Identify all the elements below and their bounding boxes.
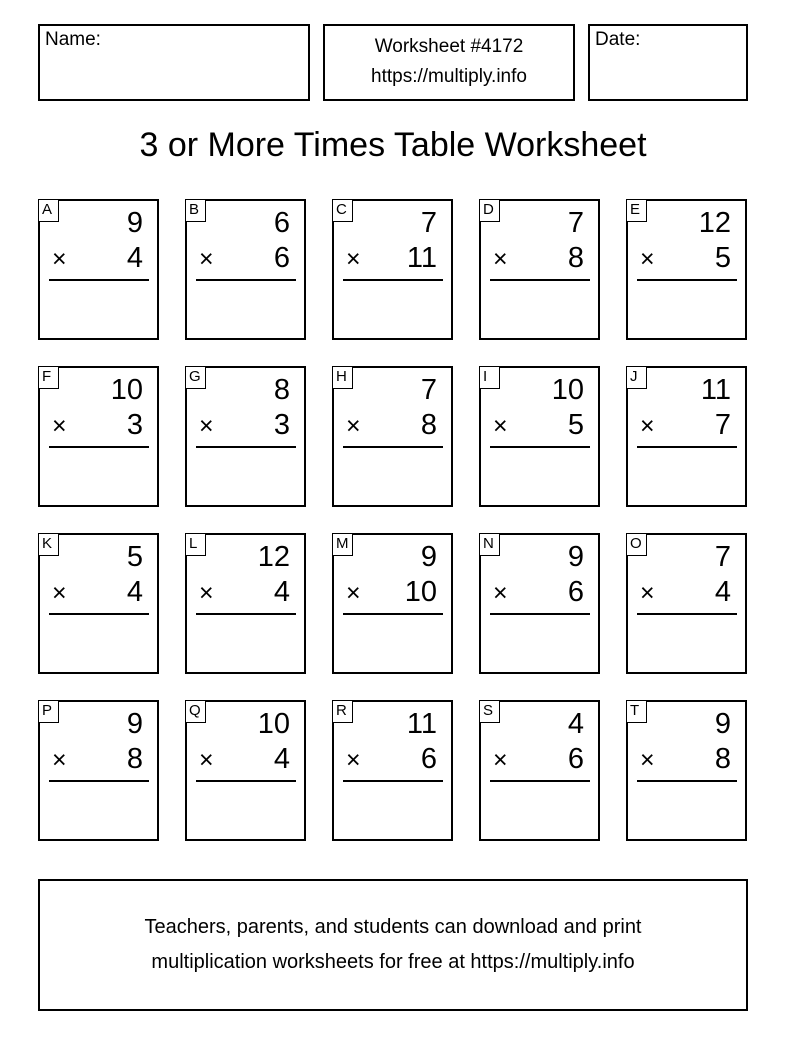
problem-letter: N: [479, 533, 500, 556]
multiplier: 4: [273, 576, 290, 608]
times-symbol: ×: [199, 746, 214, 774]
times-symbol: ×: [52, 746, 67, 774]
problem-card[interactable]: [626, 366, 747, 507]
multiplier: 4: [126, 576, 143, 608]
times-symbol: ×: [640, 579, 655, 607]
times-symbol: ×: [52, 245, 67, 273]
multiplicand: 12: [698, 207, 731, 239]
problem-card[interactable]: [479, 199, 600, 340]
times-symbol: ×: [346, 579, 361, 607]
answer-line: [343, 279, 443, 281]
answer-line: [343, 780, 443, 782]
problem-card[interactable]: [185, 366, 306, 507]
problem-letter: B: [185, 199, 206, 222]
multiplier: 5: [714, 242, 731, 274]
multiplier: 7: [714, 409, 731, 441]
answer-line: [490, 613, 590, 615]
times-symbol: ×: [640, 245, 655, 273]
page-title: 3 or More Times Table Worksheet: [139, 126, 647, 164]
multiplier: 6: [567, 576, 584, 608]
multiplier: 8: [420, 409, 437, 441]
problem-card[interactable]: [38, 199, 159, 340]
times-symbol: ×: [346, 412, 361, 440]
problem-letter: T: [626, 700, 647, 723]
answer-line: [490, 279, 590, 281]
footer-box: [38, 879, 748, 1011]
answer-line: [49, 613, 149, 615]
problem-letter: G: [185, 366, 206, 389]
multiplicand: 11: [406, 708, 437, 740]
problem-letter: C: [332, 199, 353, 222]
multiplier: 5: [567, 409, 584, 441]
multiplier: 8: [714, 743, 731, 775]
times-symbol: ×: [640, 746, 655, 774]
problem-letter: I: [479, 366, 500, 389]
multiplicand: 7: [420, 207, 437, 239]
answer-line: [490, 446, 590, 448]
answer-line: [343, 613, 443, 615]
multiplicand: 12: [257, 541, 290, 573]
times-symbol: ×: [52, 412, 67, 440]
problem-card[interactable]: [626, 700, 747, 841]
multiplier: 8: [567, 242, 584, 274]
problem-card[interactable]: [479, 700, 600, 841]
answer-line: [196, 780, 296, 782]
multiplier: 4: [126, 242, 143, 274]
answer-line: [637, 446, 737, 448]
answer-line: [49, 279, 149, 281]
answer-line: [637, 780, 737, 782]
multiplicand: 4: [567, 708, 584, 740]
times-symbol: ×: [199, 412, 214, 440]
answer-line: [196, 613, 296, 615]
problem-card[interactable]: [185, 700, 306, 841]
times-symbol: ×: [199, 245, 214, 273]
times-symbol: ×: [52, 579, 67, 607]
multiplicand: 7: [714, 541, 731, 573]
problem-card[interactable]: [626, 199, 747, 340]
times-symbol: ×: [640, 412, 655, 440]
answer-line: [49, 446, 149, 448]
answer-line: [490, 780, 590, 782]
date-label: Date:: [595, 29, 641, 50]
multiplicand: 9: [567, 541, 584, 573]
times-symbol: ×: [346, 245, 361, 273]
problem-card[interactable]: [479, 533, 600, 674]
problem-letter: P: [38, 700, 59, 723]
problem-card[interactable]: [38, 366, 159, 507]
multiplier: 4: [273, 743, 290, 775]
problem-letter: J: [626, 366, 647, 389]
multiplier: 4: [714, 576, 731, 608]
problem-letter: Q: [185, 700, 206, 723]
multiplier: 8: [126, 743, 143, 775]
worksheet-info-box: [323, 24, 575, 101]
footer-line-1: Teachers, parents, and students can download and print: [144, 916, 642, 938]
times-symbol: ×: [493, 412, 508, 440]
multiplicand: 8: [273, 374, 290, 406]
problem-card[interactable]: [38, 700, 159, 841]
problem-letter: A: [38, 199, 59, 222]
problem-letter: R: [332, 700, 353, 723]
problem-letter: D: [479, 199, 500, 222]
times-symbol: ×: [346, 746, 361, 774]
multiplicand: 9: [420, 541, 437, 573]
problem-card[interactable]: [332, 533, 453, 674]
multiplicand: 9: [126, 207, 143, 239]
problem-card[interactable]: [332, 700, 453, 841]
problem-letter: M: [332, 533, 353, 556]
times-symbol: ×: [199, 579, 214, 607]
worksheet-url: https://multiply.info: [371, 66, 527, 87]
answer-line: [49, 780, 149, 782]
multiplicand: 10: [110, 374, 143, 406]
problem-card[interactable]: [332, 366, 453, 507]
problem-card[interactable]: [626, 533, 747, 674]
answer-line: [196, 279, 296, 281]
multiplier: 3: [273, 409, 290, 441]
date-field[interactable]: [588, 24, 748, 101]
multiplier: 11: [406, 242, 437, 274]
worksheet-number: Worksheet #4172: [374, 36, 524, 57]
answer-line: [637, 613, 737, 615]
times-symbol: ×: [493, 245, 508, 273]
multiplicand: 7: [567, 207, 584, 239]
problem-card[interactable]: [479, 366, 600, 507]
problem-card[interactable]: [185, 199, 306, 340]
problem-letter: L: [185, 533, 206, 556]
problem-letter: S: [479, 700, 500, 723]
answer-line: [343, 446, 443, 448]
multiplicand: 10: [551, 374, 584, 406]
multiplicand: 10: [257, 708, 290, 740]
multiplier: 3: [126, 409, 143, 441]
problem-letter: K: [38, 533, 59, 556]
problem-letter: F: [38, 366, 59, 389]
footer-line-2: multiplication worksheets for free at https://multiply.info: [151, 951, 635, 973]
problem-card[interactable]: [38, 533, 159, 674]
name-label: Name:: [45, 29, 101, 50]
multiplicand: 6: [273, 207, 290, 239]
multiplier: 6: [567, 743, 584, 775]
problem-card[interactable]: [185, 533, 306, 674]
answer-line: [196, 446, 296, 448]
name-field[interactable]: [38, 24, 310, 101]
multiplier: 10: [404, 576, 437, 608]
multiplicand: 7: [420, 374, 437, 406]
multiplicand: 5: [126, 541, 143, 573]
problem-card[interactable]: [332, 199, 453, 340]
multiplicand: 9: [126, 708, 143, 740]
problem-letter: H: [332, 366, 353, 389]
multiplier: 6: [420, 743, 437, 775]
multiplicand: 11: [700, 374, 731, 406]
times-symbol: ×: [493, 579, 508, 607]
multiplicand: 9: [714, 708, 731, 740]
times-symbol: ×: [493, 746, 508, 774]
answer-line: [637, 279, 737, 281]
problem-letter: O: [626, 533, 647, 556]
multiplier: 6: [273, 242, 290, 274]
problem-letter: E: [626, 199, 647, 222]
